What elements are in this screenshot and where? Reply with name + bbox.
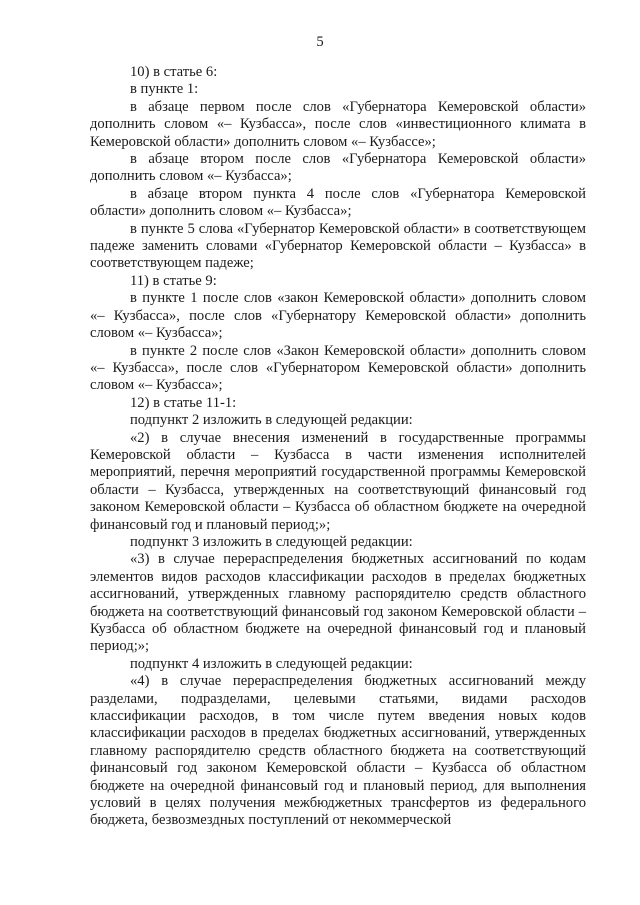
paragraph-quote: «2) в случае внесения изменений в государственные программы Кемеровской области – Кузбасса в части изменения исполнителей мероприятий, перечня мероприятий государственной программы Кемеровской области – Кузбасса, утвержденных на соответствующий финансовый год законом Кемеровской области – Кузбасса об областном бюджете на очередной финансовый год и плановый период;»; (90, 429, 586, 533)
paragraph: в абзаце втором после слов «Губернатора Кемеровской области» дополнить словом «– Кузбасса»; (90, 151, 586, 185)
paragraph-item-12: 12) в статье 11-1: (130, 394, 237, 411)
page-number: 5 (316, 34, 324, 50)
paragraph: в пункте 5 слова «Губернатор Кемеровской области» в соответствующем падеже заменить словами «Губернатор Кемеровской области – Кузбасса» в соответствующем падеже; (90, 220, 586, 272)
document-body (90, 64, 586, 830)
paragraph: подпункт 3 изложить в следующей редакции: (130, 533, 413, 550)
paragraph-quote: «3) в случае перераспределения бюджетных ассигнований по кодам элементов видов расходов классификации расходов в пределах бюджетных ассигнований, утвержденных главному распорядителю средств областного бюджета на соответствующий финансовый год законом Кемеровской области – Кузбасса об областном бюджете на очередной финансовый год и плановый период;»; (90, 551, 586, 655)
paragraph-subitem: в пункте 1: (130, 81, 199, 98)
paragraph: в абзаце первом после слов «Губернатора Кемеровской области» дополнить словом «– Кузбасса», после слов «инвестиционного климата в Кемеровской области» дополнить словом «– Кузбассе»; (90, 98, 586, 150)
paragraph: в пункте 1 после слов «закон Кемеровской области» дополнить словом «– Кузбасса», после слов «Губернатору Кемеровской области» дополнить словом «– Кузбасса»; (90, 290, 586, 342)
paragraph: в абзаце втором пункта 4 после слов «Губернатора Кемеровской области» дополнить словом «– Кузбасса»; (90, 185, 586, 220)
paragraph-item-10: 10) в статье 6: (130, 64, 218, 80)
paragraph: подпункт 2 изложить в следующей редакции: (130, 412, 413, 429)
paragraph-quote: «4) в случае перераспределения бюджетных ассигнований между разделами, подразделами, целевыми статьями, видами расходов классификации расходов, в том числе путем введения новых кодов классификации расходов в пределах бюджетных ассигнований, утвержденных главному распорядителю средств областного бюджета на соответствующий финансовый год законом Кемеровской области – Кузбасса об областном бюджете на очередной финансовый год и плановый период, для выполнения условий в целях получения межбюджетных трансфертов из федерального бюджета, безвозмездных поступлений от некоммерческой (90, 673, 586, 829)
paragraph-item-11: 11) в статье 9: (130, 272, 217, 289)
paragraph: подпункт 4 изложить в следующей редакции: (130, 655, 413, 672)
paragraph: в пункте 2 после слов «Закон Кемеровской области» дополнить словом «– Кузбасса», после слов «Губернатором Кемеровской области» дополнить словом «– Кузбасса»; (90, 342, 586, 394)
